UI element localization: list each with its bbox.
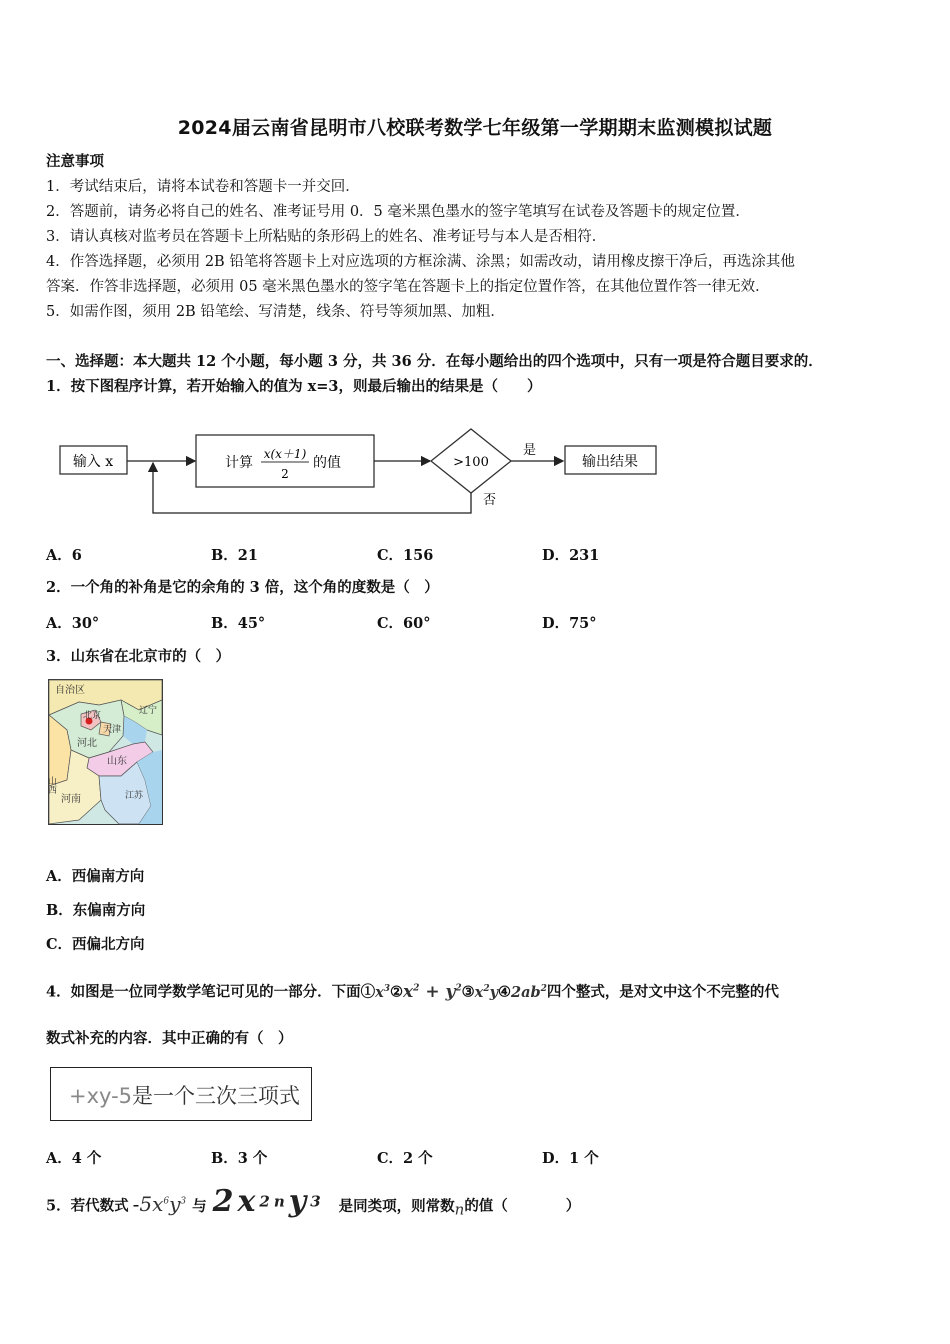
map-label: 北京 (83, 711, 102, 721)
question-4-stem-cont: 数式补充的内容．其中正确的有（ ） (46, 1030, 293, 1047)
q4-stem-part: 4．如图是一位同学数学笔记可见的一部分．下面① (46, 983, 376, 1001)
notice-line: 1．考试结束后，请将本试卷和答题卡一并交回． (46, 179, 360, 195)
q2-option-b: B．45° (211, 615, 266, 632)
map-label: 江苏 (125, 791, 144, 801)
map-svg (46, 680, 162, 824)
flow-calc-denominator: 2 (281, 467, 289, 481)
question-2-stem: 2．一个角的补角是它的余角的 3 倍，这个角的度数是（ ） (46, 579, 439, 596)
section-heading: 一、选择题：本大题共 12 个小题，每小题 3 分，共 36 分．在每小题给出的四个选项中，只有一项是符合题目要求的． (46, 353, 823, 370)
q5-stem-part: 是同类项，则常数 (338, 1197, 455, 1215)
q1-option-a: A．6 (46, 547, 82, 564)
q1-option-c: C．156 (377, 547, 434, 564)
notice-line: 2．答题前，请务必将自己的姓名、准考证号用 0．5 毫米黑色墨水的签字笔填写在试卷及答题卡的规定位置． (46, 204, 750, 220)
notice-line: 4．作答选择题，必须用 2B 铅笔将答题卡上对应选项的方框涂满、涂黑；如需改动，请用橡皮擦干净后，再选涂其他 (46, 254, 795, 270)
flow-input-label: 输入 x (72, 454, 114, 470)
q5-expr-1: $-5x^6y^3$ (132, 1191, 187, 1216)
q5-stem-part: 的值（ ） (464, 1197, 581, 1215)
question-3-stem: 3．山东省在北京市的（ ） (46, 648, 231, 665)
q3-option-a: A．西偏南方向 (46, 868, 145, 885)
map-label: 山西 (46, 776, 56, 794)
q5-var-n: n (454, 1200, 465, 1219)
map-label: 河北 (77, 738, 97, 749)
flow-yes-label: 是 (523, 443, 537, 458)
map-label: 山东 (107, 756, 127, 767)
q2-option-d: D．75° (542, 615, 597, 632)
q4-expr-4: $2ab^2$ (511, 983, 547, 1001)
q4-option-c: C．2 个 (377, 1150, 433, 1167)
flow-no-label: 否 (483, 493, 497, 508)
q3-option-c: C．西偏北方向 (46, 936, 145, 953)
map-label: 河南 (61, 794, 81, 805)
q1-option-d: D．231 (542, 547, 600, 564)
map-label: 天津 (103, 725, 122, 735)
q4-circle-3: ③ (461, 983, 475, 1001)
map-label: 自治区 (55, 685, 85, 696)
question-4-stem (46, 978, 779, 1003)
notebook-text: +xy-5是一个三次三项式 (69, 1084, 301, 1108)
q4-circle-4: ④ (498, 983, 512, 1001)
flow-output-label: 输出结果 (582, 454, 638, 470)
notice-line: 5．如需作图，须用 2B 铅笔绘、写清楚，线条、符号等须加黑、加粗． (46, 304, 505, 320)
flow-calc-numerator: x(x＋1) (263, 447, 307, 461)
flow-calc-prefix: 计算 (225, 455, 253, 471)
q4-stem-part: 四个整式，是对文中这个不完整的代 (546, 983, 779, 1001)
notice-heading: 注意事项 (46, 153, 104, 170)
flow-condition-label: >100 (453, 455, 489, 470)
province-map (48, 679, 163, 825)
q3-option-b: B．东偏南方向 (46, 902, 146, 919)
program-flowchart (55, 426, 675, 530)
notice-line: 3．请认真核对监考员在答题卡上所粘贴的条形码上的姓名、准考证号与本人是否相符． (46, 229, 607, 245)
q4-circle-2: ② (390, 983, 404, 1001)
question-1-stem: 1．按下图程序计算，若开始输入的值为 x=3，则最后输出的结果是（ ） (46, 378, 542, 395)
q5-expr-2: $2x^{2n}y^3$ (212, 1183, 325, 1219)
q2-option-a: A．30° (46, 615, 100, 632)
page-title: 2024届云南省昆明市八校联考数学七年级第一学期期末监测模拟试题 (177, 117, 773, 139)
q2-option-c: C．60° (377, 615, 431, 632)
map-label: 辽宁 (139, 706, 158, 716)
q5-stem-part: 5．若代数式 (46, 1197, 129, 1215)
q4-expr-1: $x^3$ (375, 983, 391, 1001)
q1-option-b: B．21 (211, 547, 258, 564)
q4-expr-2: $x^2 + y^2$ (403, 981, 462, 1002)
question-5-stem (46, 1183, 580, 1228)
notebook-fragment (50, 1067, 312, 1121)
flowchart-svg (55, 426, 675, 526)
q4-option-a: A．4 个 (46, 1150, 102, 1167)
notice-line: 答案．作答非选择题，必须用 05 毫米黑色墨水的签字笔在答题卡上的指定位置作答，在其他位置作答一律无效． (46, 279, 770, 295)
q4-expr-3: $x^2y$ (474, 983, 499, 1001)
q4-option-b: B．3 个 (211, 1150, 268, 1167)
q5-conj: 与 (192, 1197, 207, 1215)
q4-option-d: D．1 个 (542, 1150, 599, 1167)
flow-calc-suffix: 的值 (313, 455, 341, 471)
